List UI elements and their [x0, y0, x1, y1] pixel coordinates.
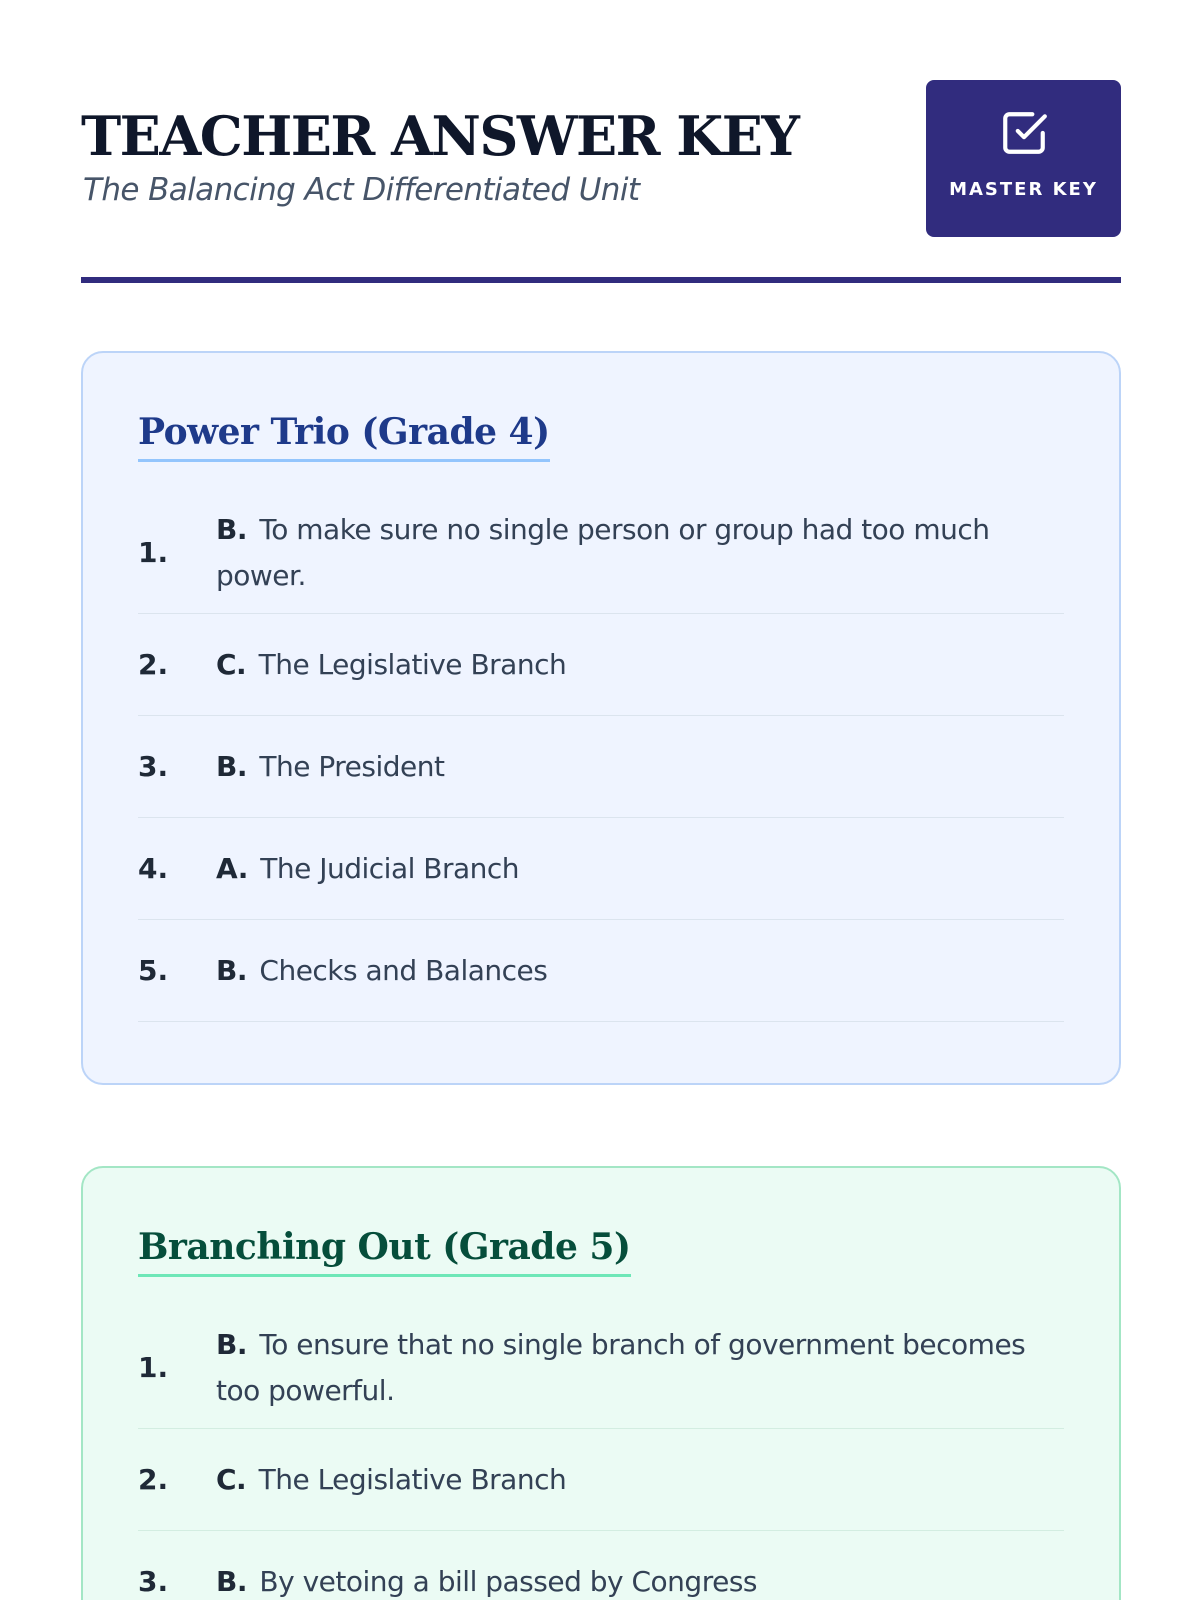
- answer-letter: B.: [216, 1327, 247, 1361]
- answer-number: 2.: [138, 1463, 169, 1496]
- answer-row: [138, 1531, 1064, 1600]
- page-title: TEACHER ANSWER KEY: [81, 104, 799, 168]
- answer-description: Checks and Balances: [259, 953, 548, 987]
- answer-description: To make sure no single person or group had too much power.: [216, 512, 990, 592]
- answer-number: 3.: [138, 750, 169, 783]
- answer-row: [138, 614, 1064, 716]
- answer-row: [138, 716, 1064, 818]
- answer-description: To ensure that no single branch of government becomes too powerful.: [216, 1327, 1026, 1407]
- answer-number: 2.: [138, 648, 169, 681]
- answer-number: 3.: [138, 1565, 169, 1598]
- answer-description: By vetoing a bill passed by Congress: [259, 1564, 757, 1598]
- answer-description: The President: [259, 749, 445, 783]
- section-title: Branching Out (Grade 5): [138, 1226, 631, 1277]
- section-branching-out: [81, 1166, 1121, 1600]
- answer-text: [216, 1457, 1064, 1503]
- answer-text: [216, 507, 1064, 599]
- answer-row: [138, 1429, 1064, 1531]
- answer-letter: B.: [216, 512, 247, 546]
- section-title: Power Trio (Grade 4): [138, 411, 550, 462]
- answer-text: [216, 744, 1064, 790]
- answer-number: 5.: [138, 954, 169, 987]
- answer-number: 4.: [138, 852, 169, 885]
- checkbox-icon: [999, 108, 1049, 158]
- answer-number: 1.: [138, 1351, 169, 1384]
- answer-text: [216, 1559, 1064, 1600]
- answer-row: [138, 920, 1064, 1022]
- answer-letter: B.: [216, 749, 247, 783]
- answer-letter: A.: [216, 851, 248, 885]
- answer-row: [138, 818, 1064, 920]
- answer-description: The Legislative Branch: [258, 1462, 567, 1496]
- answer-description: The Legislative Branch: [258, 647, 567, 681]
- answer-letter: B.: [216, 953, 247, 987]
- page-subtitle: The Balancing Act Differentiated Unit: [83, 172, 640, 208]
- answer-number: 1.: [138, 536, 169, 569]
- answer-text: [216, 846, 1064, 892]
- answer-letter: C.: [216, 1462, 247, 1496]
- answer-text: [216, 948, 1064, 994]
- answer-row: [138, 1311, 1064, 1429]
- answer-letter: C.: [216, 647, 247, 681]
- header-divider: [81, 277, 1121, 283]
- page-header: [81, 80, 1121, 280]
- answer-text: [216, 1322, 1064, 1414]
- answer-description: The Judicial Branch: [260, 851, 520, 885]
- master-key-badge: [926, 80, 1121, 237]
- answer-letter: B.: [216, 1564, 247, 1598]
- section-power-trio: [81, 351, 1121, 1085]
- badge-label: MASTER KEY: [949, 179, 1098, 200]
- answer-row: [138, 496, 1064, 614]
- answer-text: [216, 642, 1064, 688]
